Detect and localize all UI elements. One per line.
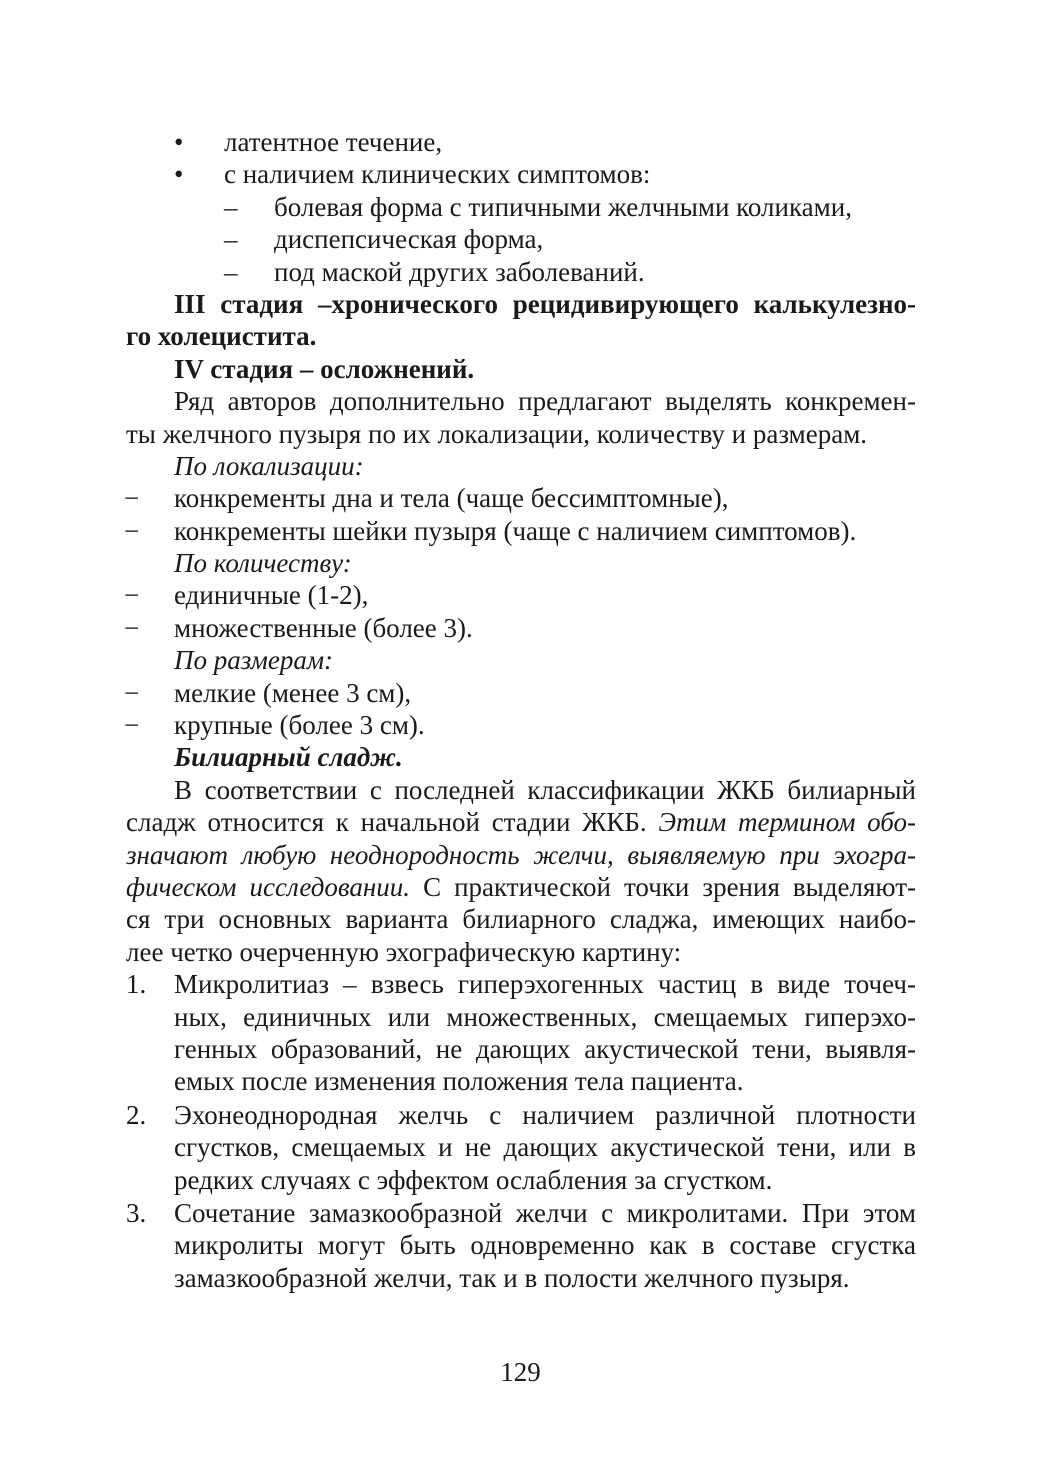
item-number: 3. bbox=[126, 1197, 147, 1228]
intro-line1: Ряд авторов дополнительно предлагают выделять конкремен- bbox=[174, 386, 916, 417]
page-number: 129 bbox=[500, 1357, 541, 1387]
list-item bbox=[126, 482, 916, 514]
page-content bbox=[126, 126, 916, 1294]
dash-marker: − bbox=[124, 483, 140, 514]
list-item bbox=[126, 579, 916, 611]
sludge-line5: ся три основных варианта билиарного сладжа, имеющих наибо- bbox=[126, 904, 916, 935]
list-item-text: конкременты дна и тела (чаще бессимптомные), bbox=[174, 483, 729, 514]
dash-marker: − bbox=[124, 677, 140, 708]
sludge-line1: В соответствии с последней классификации ЖКБ билиарный bbox=[174, 774, 916, 805]
sludge-line6: лее четко очерченную эхографическую картину: bbox=[126, 936, 682, 967]
item-text: ных, единичных или множественных, смещаемых гиперэхо- bbox=[174, 1001, 916, 1032]
dash-marker: – bbox=[224, 191, 238, 222]
stage4-heading: IV стадия – осложнений. bbox=[174, 353, 475, 384]
list-item-text: крупные (более 3 см). bbox=[174, 710, 425, 741]
subitem-text: болевая форма с типичными желчными коликами, bbox=[274, 191, 852, 222]
subitem-text: под маской других заболеваний. bbox=[274, 256, 645, 287]
list-item bbox=[126, 612, 916, 644]
bullet-text: латентное течение, bbox=[224, 127, 443, 157]
item-text: Сочетание замазкообразной желчи с микролитами. При этом bbox=[174, 1197, 916, 1228]
bullet-marker: • bbox=[174, 159, 184, 190]
sludge-line4 bbox=[126, 871, 916, 903]
size-heading: По размерам: bbox=[174, 645, 334, 676]
dash-marker: − bbox=[124, 710, 140, 741]
item-text: замазкообразной желчи, так и в полости желчного пузыря. bbox=[174, 1262, 850, 1293]
list-item-text: множественные (более 3). bbox=[174, 612, 473, 643]
numbered-item bbox=[126, 1197, 916, 1229]
stage3-heading-line2: го холецистита. bbox=[126, 321, 317, 352]
numbered-item bbox=[126, 1099, 916, 1131]
dash-marker: − bbox=[124, 515, 140, 546]
list-item-text: конкременты шейки пузыря (чаще с наличием симптомов). bbox=[174, 515, 857, 546]
sludge-line4-text: С практической точки зрения выделяют- bbox=[410, 871, 916, 902]
dash-marker: – bbox=[224, 256, 238, 287]
sludge-definition-start: Этим термином обо- bbox=[658, 807, 916, 838]
sludge-heading: Билиарный сладж. bbox=[174, 742, 403, 773]
dash-subitem bbox=[126, 223, 916, 255]
item-text: емых после изменения положения тела пациента. bbox=[174, 1066, 744, 1097]
item-text: микролиты могут быть одновременно как в составе сгустка bbox=[174, 1230, 916, 1261]
subitem-text: диспепсическая форма, bbox=[274, 224, 544, 255]
item-text: сгустков, смещаемых и не дающих акустической тени, или в bbox=[174, 1132, 916, 1163]
item-number: 1. bbox=[126, 969, 147, 1000]
location-heading: По локализации: bbox=[174, 450, 364, 481]
item-text: Микролитиаз – взвесь гиперэхогенных частиц в виде точеч- bbox=[174, 969, 916, 1000]
dash-subitem bbox=[126, 256, 916, 288]
list-item bbox=[126, 709, 916, 741]
stage3-heading-line1: III стадия –хронического рецидивирующего калькулезно- bbox=[174, 288, 916, 319]
item-text: Эхонеоднородная желчь с наличием различной плотности bbox=[174, 1099, 916, 1130]
dash-marker: – bbox=[224, 224, 238, 255]
list-item bbox=[126, 677, 916, 709]
dash-marker: − bbox=[124, 580, 140, 611]
bullet-marker: • bbox=[174, 127, 184, 157]
item-text: редких случаях с эффектом ослабления за сгустком. bbox=[174, 1164, 773, 1195]
list-item bbox=[126, 515, 916, 547]
item-number: 2. bbox=[126, 1099, 147, 1130]
item-text: генных образований, не дающих акустической тени, выявля- bbox=[174, 1033, 916, 1064]
sludge-line2-text: сладж относится к начальной стадии ЖКБ. bbox=[126, 807, 659, 838]
count-heading: По количеству: bbox=[174, 548, 352, 579]
sludge-line2 bbox=[126, 806, 916, 838]
dash-marker: − bbox=[124, 612, 140, 643]
bullet-item bbox=[126, 158, 916, 190]
bullet-text: с наличием клинических симптомов: bbox=[224, 159, 651, 190]
dash-subitem bbox=[126, 191, 916, 223]
list-item-text: единичные (1-2), bbox=[174, 580, 369, 611]
sludge-definition-end: фическом исследовании. bbox=[126, 871, 411, 902]
list-item-text: мелкие (менее 3 см), bbox=[174, 677, 412, 708]
bullet-item bbox=[126, 126, 916, 158]
intro-line2: ты желчного пузыря по их локализации, количеству и размерам. bbox=[126, 418, 868, 449]
sludge-definition-line: значают любую неоднородность желчи, выявляемую при эхогра- bbox=[126, 839, 916, 870]
numbered-item bbox=[126, 968, 916, 1000]
